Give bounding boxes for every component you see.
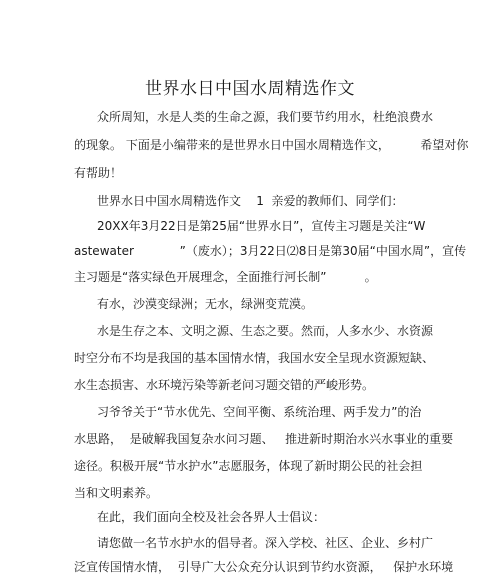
paragraph-line: 世界水日中国水周精选作文 1 亲爱的教师们、同学们： <box>97 194 404 208</box>
paragraph-line: 的现象。 下面是小编带来的是世界水日中国水周精选作文， 希望对你 <box>74 138 469 152</box>
paragraph-line: 有水，沙漠变绿洲；无水，绿洲变荒漠。 <box>97 297 314 311</box>
paragraph-line: 时空分布不均是我国的基本国情水情，我国水安全呈现水资源短缺、 <box>74 351 435 365</box>
paragraph-line: 水是生存之本、文明之源、生态之要。然而，人多水少、水资源 <box>97 324 434 338</box>
paragraph-line: 习爷爷关于“节水优先、空间平衡、系统治理、两手发力”的治 <box>97 405 422 419</box>
paragraph-line: 20XX年3月22日是第25届“世界水日”，宣传主习题是关注“W <box>97 219 426 233</box>
paragraph-line: 当和文明素养。 <box>74 486 159 500</box>
paragraph-line: 水思路， 是破解我国复杂水问习题、 推进新时期治水兴水事业的重要 <box>74 432 454 446</box>
paragraph-line: 途径。积极开展“节水护水”志愿服务，体现了新时期公民的社会担 <box>74 459 423 473</box>
paragraph-line: 众所周知，水是人类的生命之源，我们要节约用水，杜绝浪费水 <box>97 110 434 124</box>
paragraph-line: 泛宣传国情水情， 引导广大公众充分认识到节约水资源， 保护水环境 <box>74 560 454 574</box>
paragraph-line: astewater ”（废水）；3月22日⑵8日是第30届“中国水周”，宣传 <box>74 244 467 258</box>
paragraph-line: 有帮助！ <box>74 166 123 180</box>
paragraph-line: 主习题是“落实绿色开展理念，全面推行河长制” 。 <box>74 270 377 284</box>
paragraph-line: 水生态损害、水环境污染等新老问习题交错的严峻形势。 <box>74 378 375 392</box>
document-title: 世界水日中国水周精选作文 <box>145 79 355 99</box>
paragraph-line: 在此，我们面向全校及社会各界人士倡议： <box>97 510 326 524</box>
paragraph-line: 请您做一名节水护水的倡导者。深入学校、社区、企业、乡村广 <box>97 536 434 550</box>
